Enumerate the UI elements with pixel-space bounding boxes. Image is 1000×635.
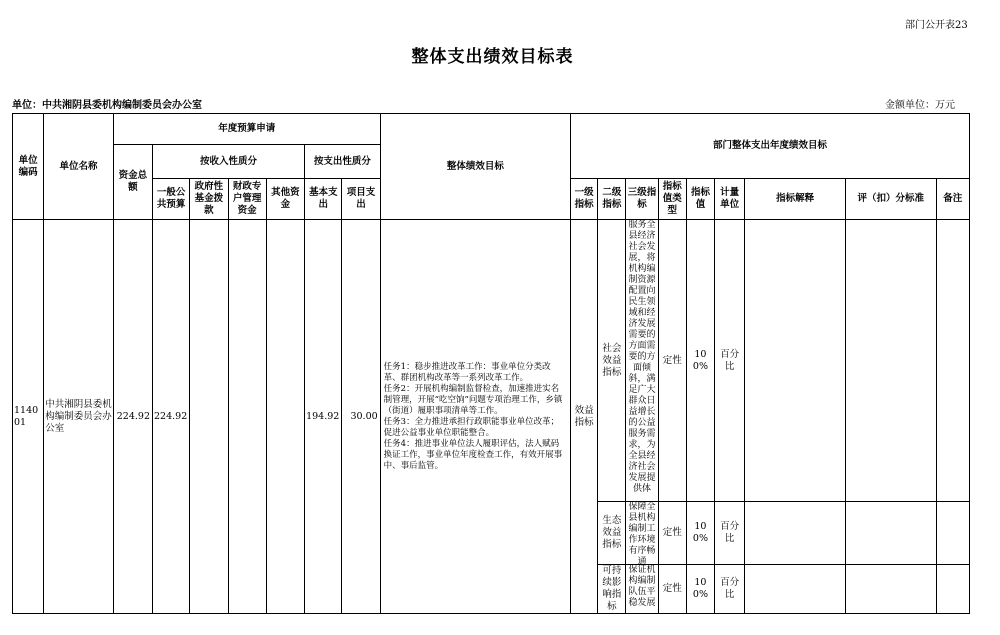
cell-general-budget: 224.92 [153,220,190,614]
cell-remarks-2 [936,502,969,565]
header-explanation: 指标解释 [745,179,846,220]
level3-text-1: 服务全县经济社会发展，将机构编制资源配置向民生领域和经济发展需要的方面需要的方面倾斜，满足广大群众日益增长的公益服务需求，为全县经济社会发展提供体 [628,220,656,494]
cell-level3-3 [626,565,658,614]
cell-explanation-1 [745,220,846,502]
header-gov-fund: 政府性基金拨款 [190,179,228,220]
cell-value-3: 100% [686,565,714,614]
overall-goal-text: 任务1：稳步推进改革工作：事业单位分类改革、群团机构改革等一系列改革工作。 任务2：开展机构编制监督检查，加速推进实名制管理，开展“吃空饷”问题专项治理工作，乡镇（街道）履职事项清单等工作。 任务3：全力推进承担行政职能事业单位改革；促进公益事业单位职能整合。 任务4：推进事业单位法人履职评估，法人赋码换证工作，事业单位年度检查工作，有效开展事中、事后监管。 [383,361,563,471]
cell-value-type-3: 定性 [658,565,686,614]
cell-explanation-3 [745,565,846,614]
cell-scoring-2 [845,502,936,565]
cell-value-type-1: 定性 [658,220,686,502]
cell-unit-1: 百分比 [715,220,745,502]
header-project-expense: 项目支出 [342,179,380,220]
table-row [13,220,970,502]
cell-value-2: 100% [686,502,714,565]
header-by-income: 按收入性质分 [153,145,305,179]
cell-unit-code: 114001 [13,220,44,614]
cell-project-expense: 30.00 [342,220,380,614]
header-other-funds: 其他资金 [266,179,304,220]
header-measure-unit: 计量单位 [715,179,745,220]
cell-scoring-3 [845,565,936,614]
cell-fiscal-special [228,220,266,614]
unit-label: 单位：中共湘阴县委机构编制委员会办公室 [12,100,202,111]
page-title: 整体支出绩效目标表 [411,47,574,67]
cell-remarks-3 [936,565,969,614]
header-unit-name: 单位名称 [44,114,114,220]
header-value: 指标值 [686,179,714,220]
page-label: 部门公开表23 [905,20,968,31]
header-by-expense: 按支出性质分 [305,145,381,179]
header-value-type: 指标值类型 [658,179,686,220]
cell-remarks-1 [936,220,969,502]
cell-basic-expense: 194.92 [305,220,342,614]
header-overall-goal: 整体绩效目标 [380,114,570,220]
cell-unit-3: 百分比 [715,565,745,614]
cell-unit-name: 中共湘阴县委机构编制委员会办公室 [44,220,114,614]
cell-value-1: 100% [686,220,714,502]
cell-level2-1: 社会效益指标 [598,220,626,502]
header-dept-goal: 部门整体支出年度绩效目标 [571,114,970,179]
header-basic-expense: 基本支出 [305,179,342,220]
cell-value-type-2: 定性 [658,502,686,565]
cell-level2-3: 可持续影响指标 [598,565,626,614]
cell-unit-2: 百分比 [715,502,745,565]
cell-overall-goal [380,220,570,614]
amount-unit-label: 金额单位：万元 [885,100,955,111]
cell-gov-fund [190,220,228,614]
header-annual-budget: 年度预算申请 [113,114,380,145]
cell-level2-2: 生态效益指标 [598,502,626,565]
header-total-funds: 资金总额 [113,145,152,220]
cell-other-funds [266,220,304,614]
cell-level3-1 [626,220,658,502]
header-general-budget: 一般公共预算 [153,179,190,220]
cell-scoring-1 [845,220,936,502]
cell-level1: 效益指标 [571,220,598,614]
header-remarks: 备注 [936,179,969,220]
header-unit-code: 单位编码 [13,114,44,220]
header-level1: 一级指标 [571,179,598,220]
header-level2: 二级指标 [598,179,626,220]
cell-level3-2 [626,502,658,565]
cell-total-funds: 224.92 [113,220,152,614]
level3-text-2: 保障全县机构编制工作环境有序畅通 [628,502,656,567]
header-level3: 三级指标 [626,179,658,220]
cell-explanation-2 [745,502,846,565]
header-fiscal-special: 财政专户管理资金 [228,179,266,220]
level3-text-3: 保证机构编制队伍平稳发展 [628,565,656,608]
header-scoring: 评（扣）分标准 [845,179,936,220]
performance-table [12,113,970,614]
